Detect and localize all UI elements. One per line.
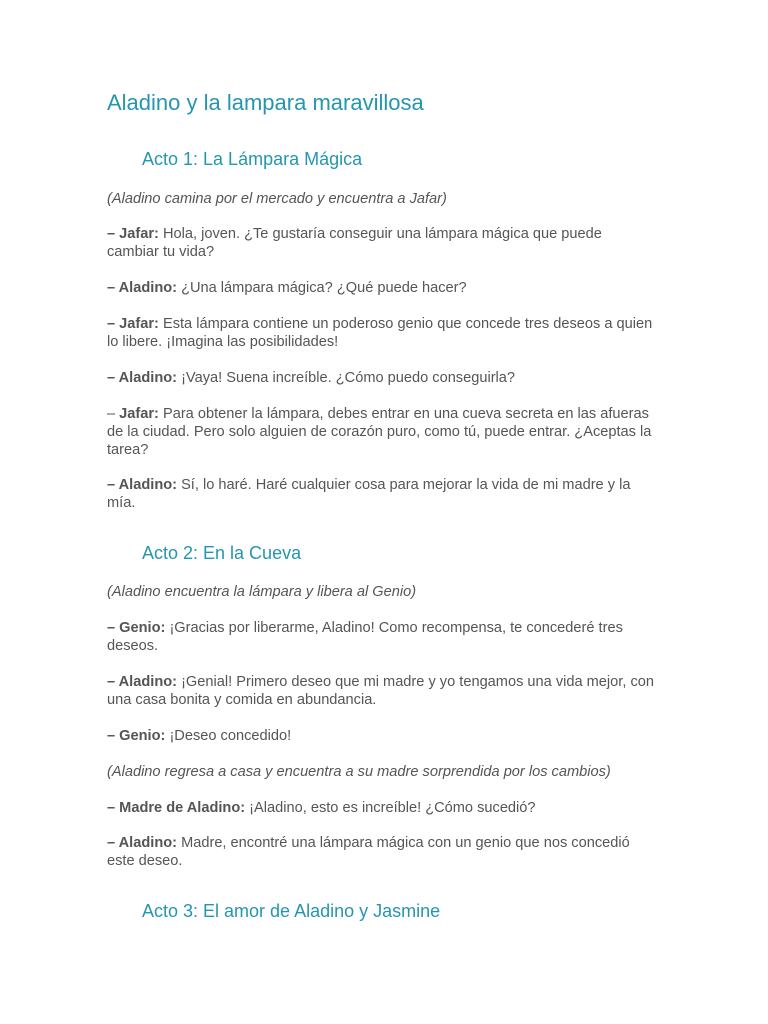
document-title: Aladino y la lampara maravillosa	[107, 90, 424, 115]
dialogue-dash: –	[107, 800, 120, 816]
dialogue-line	[107, 673, 655, 709]
dialogue-text: ¿Una lámpara mágica? ¿Qué puede hacer?	[177, 280, 467, 296]
dialogue-line	[107, 799, 655, 817]
act-1-heading: Acto 1: La Lámpara Mágica	[142, 149, 363, 169]
dialogue-dash: –	[107, 316, 120, 332]
stage-direction: (Aladino regresa a casa y encuentra a su madre sorprendida por los cambios)	[107, 764, 611, 780]
speaker-name: Aladino:	[118, 280, 178, 296]
dialogue-line	[107, 476, 655, 512]
speaker-name: Aladino:	[118, 477, 178, 493]
dialogue-text: ¡Deseo concedido!	[165, 728, 292, 744]
dialogue-text: Madre, encontré una lámpara mágica con un genio que nos concedió este deseo.	[107, 835, 630, 869]
dialogue-text: Sí, lo haré. Haré cualquier cosa para mejorar la vida de mi madre y la mía.	[107, 477, 631, 511]
dialogue-dash: –	[107, 835, 119, 851]
speaker-name: Genio:	[119, 620, 166, 636]
dialogue-dash: –	[107, 477, 119, 493]
dialogue-line	[107, 619, 655, 655]
dialogue-text: Hola, joven. ¿Te gustaría conseguir una lámpara mágica que puede cambiar tu vida?	[107, 226, 602, 260]
dialogue-text: ¡Vaya! Suena increíble. ¿Cómo puedo conseguirla?	[177, 370, 516, 386]
dialogue-line	[107, 225, 655, 261]
speaker-name: Aladino:	[118, 674, 178, 690]
dialogue-dash: –	[107, 226, 120, 242]
dialogue-line	[107, 279, 655, 297]
stage-direction: (Aladino camina por el mercado y encuentra a Jafar)	[107, 191, 447, 207]
speaker-name: Aladino:	[118, 835, 178, 851]
dialogue-dash: –	[107, 620, 120, 636]
speaker-name: Jafar:	[119, 406, 159, 422]
dialogue-line	[107, 369, 655, 387]
act-2-heading: Acto 2: En la Cueva	[142, 543, 302, 563]
dialogue-dash: –	[107, 370, 119, 386]
stage-direction: (Aladino encuentra la lámpara y libera al Genio)	[107, 584, 417, 600]
dialogue-dash: –	[107, 406, 120, 422]
act-3-heading: Acto 3: El amor de Aladino y Jasmine	[142, 901, 441, 921]
dialogue-line	[107, 405, 655, 459]
speaker-name: Genio:	[119, 728, 166, 744]
dialogue-text: Para obtener la lámpara, debes entrar en una cueva secreta en las afueras de la ciudad. Pero solo alguien de corazón puro, como tú, puede entrar. ¿Aceptas la tarea?	[107, 406, 652, 458]
dialogue-dash: –	[107, 280, 119, 296]
speaker-name: Jafar:	[119, 316, 159, 332]
dialogue-line	[107, 834, 655, 870]
dialogue-dash: –	[107, 674, 119, 690]
speaker-name: Madre de Aladino:	[119, 800, 246, 816]
speaker-name: Aladino:	[118, 370, 178, 386]
dialogue-text: ¡Gracias por liberarme, Aladino! Como recompensa, te concederé tres deseos.	[107, 620, 623, 654]
dialogue-dash: –	[107, 728, 120, 744]
dialogue-line	[107, 727, 655, 745]
speaker-name: Jafar:	[119, 226, 159, 242]
dialogue-text: ¡Aladino, esto es increíble! ¿Cómo sucedió?	[245, 800, 536, 816]
dialogue-text: Esta lámpara contiene un poderoso genio que concede tres deseos a quien lo libere. ¡Imagina las posibilidades!	[107, 316, 653, 350]
dialogue-text: ¡Genial! Primero deseo que mi madre y yo tengamos una vida mejor, con una casa bonita y comida en abundancia.	[107, 674, 654, 708]
dialogue-line	[107, 315, 655, 351]
